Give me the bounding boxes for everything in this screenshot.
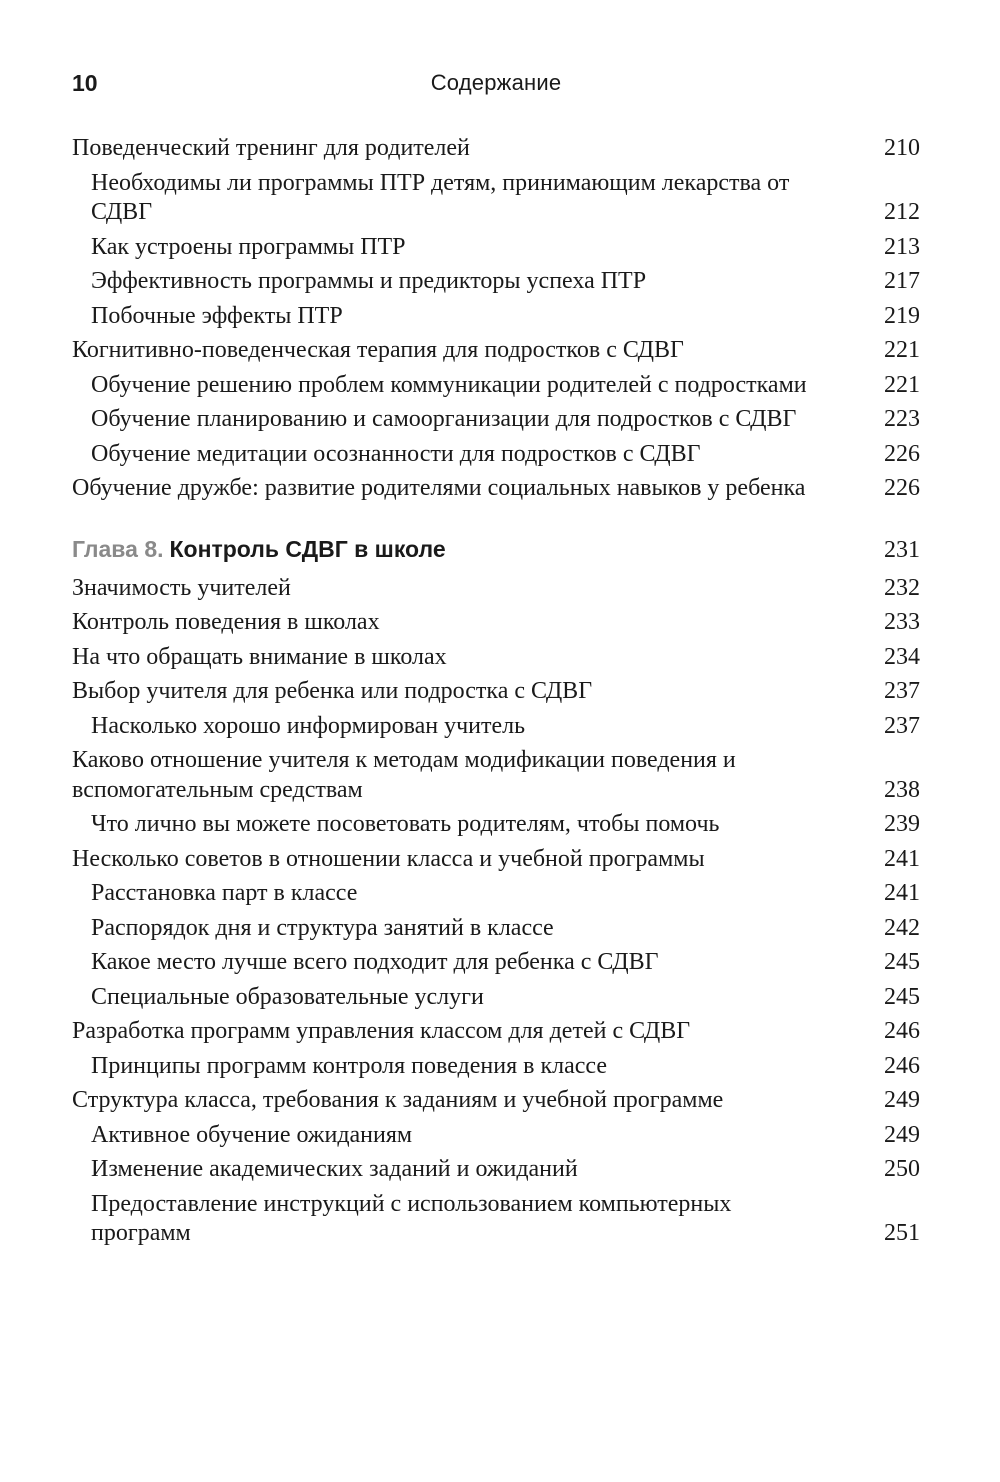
toc-entry	[72, 946, 920, 981]
toc-entry-title: Эффективность программы и предикторы успеха ПТР	[91, 268, 647, 294]
toc-entry	[72, 403, 920, 438]
chapter-heading	[72, 533, 920, 566]
toc-entry-page: 241	[884, 845, 920, 872]
toc-entry	[72, 912, 920, 947]
toc-entry	[72, 1050, 920, 1085]
toc-entry-title: Выбор учителя для ребенка или подростка с СДВГ	[72, 678, 593, 704]
toc-entry-page: 249	[884, 1121, 920, 1148]
toc-entry-title: Насколько хорошо информирован учитель	[91, 712, 526, 739]
toc-entry-title: Каково отношение учителя к методам модификации поведения и вспомогательным средствам	[72, 747, 736, 803]
toc-entry-page: 246	[884, 1052, 920, 1079]
toc-entry	[72, 1084, 920, 1119]
toc-entry-title: Значимость учителей	[72, 574, 291, 601]
toc-entry-title: Обучение решению проблем коммуникации родителей с подростками	[91, 371, 807, 398]
toc-entry	[72, 1119, 920, 1154]
toc-entry-page: 250	[884, 1156, 920, 1182]
toc-entry-title: Специальные образовательные услуги	[91, 983, 484, 1010]
page-number: 10	[72, 70, 98, 96]
toc-entry-title: На что обращать внимание в школах	[72, 643, 447, 670]
toc-entry-page: 219	[884, 302, 920, 329]
toc-entry-page: 223	[884, 406, 920, 432]
toc-entry-title: Изменение академических заданий и ожиданий	[91, 1156, 578, 1182]
toc-entry-title: Поведенческий тренинг для родителей	[72, 135, 470, 161]
toc-entry-page: 245	[884, 983, 920, 1010]
chapter-page: 231	[884, 536, 920, 563]
toc-entry-page: 237	[884, 712, 920, 739]
toc-entry-page: 226	[884, 475, 920, 501]
toc-entry-page: 226	[884, 440, 920, 467]
toc-entry	[72, 1153, 920, 1188]
running-title: Содержание	[430, 70, 562, 95]
toc-entry-page: 251	[884, 1220, 920, 1246]
table-of-contents	[72, 132, 920, 1252]
toc-entry-title: Активное обучение ожиданиям	[91, 1121, 413, 1148]
toc-entry-page: 213	[884, 233, 920, 260]
toc-entry-title: Распорядок дня и структура занятий в классе	[91, 914, 554, 941]
page-header	[72, 64, 920, 104]
toc-entry-title: Предоставление инструкций с использованием компьютерных программ	[91, 1190, 732, 1246]
chapter-title: Контроль СДВГ в школе	[169, 535, 446, 562]
toc-entry	[72, 300, 920, 335]
toc-entry	[72, 877, 920, 912]
toc-entry-page: 221	[884, 337, 920, 363]
toc-entry-page: 237	[884, 678, 920, 704]
toc-entry	[72, 231, 920, 266]
toc-entry-title: Обучение медитации осознанности для подростков с СДВГ	[91, 440, 701, 467]
toc-entry	[72, 606, 920, 641]
toc-entry	[72, 675, 920, 710]
toc-entry-title: Как устроены программы ПТР	[91, 233, 406, 260]
toc-entry-title: Несколько советов в отношении класса и учебной программы	[72, 845, 705, 872]
toc-entry-page: 221	[884, 371, 920, 398]
toc-entry-page: 232	[884, 574, 920, 601]
toc-entry	[72, 265, 920, 300]
toc-entry-title: Принципы программ контроля поведения в классе	[91, 1052, 607, 1079]
toc-entry-page: 234	[884, 643, 920, 670]
toc-entry	[72, 843, 920, 878]
toc-entry-title: Структура класса, требования к заданиям и учебной программе	[72, 1087, 724, 1113]
toc-entry-page: 238	[884, 776, 920, 803]
toc-entry-page: 242	[884, 914, 920, 941]
toc-entry-page: 233	[884, 609, 920, 635]
toc-entry-page: 249	[884, 1087, 920, 1113]
chapter-label: Глава 8.	[72, 535, 164, 562]
toc-entry	[72, 808, 920, 843]
toc-entry	[72, 438, 920, 473]
toc-entry	[72, 334, 920, 369]
toc-entry	[72, 744, 920, 808]
toc-entry	[72, 981, 920, 1016]
toc-entry-title: Разработка программ управления классом для детей с СДВГ	[72, 1018, 691, 1044]
toc-entry-title: Побочные эффекты ПТР	[91, 302, 343, 329]
toc-entry-title: Контроль поведения в школах	[72, 609, 380, 635]
toc-entry-title: Расстановка парт в классе	[91, 880, 358, 906]
toc-entry	[72, 641, 920, 676]
toc-entry-page: 239	[884, 811, 920, 837]
toc-entry-title: Что лично вы можете посоветовать родителям, чтобы помочь	[91, 811, 720, 837]
toc-entry-title: Обучение планированию и самоорганизации для подростков с СДВГ	[91, 406, 797, 432]
toc-entry-title: Обучение дружбе: развитие родителями социальных навыков у ребенка	[72, 475, 806, 501]
toc-entry	[72, 1188, 920, 1252]
toc-entry-page: 246	[884, 1018, 920, 1044]
toc-entry	[72, 1015, 920, 1050]
toc-entry	[72, 572, 920, 607]
toc-entry-page: 241	[884, 880, 920, 906]
toc-entry-page: 245	[884, 949, 920, 975]
toc-entry-page: 217	[884, 268, 920, 294]
toc-entry-title: Какое место лучше всего подходит для ребенка с СДВГ	[91, 949, 659, 975]
toc-entry	[72, 132, 920, 167]
toc-entry	[72, 710, 920, 745]
toc-entry-title: Необходимы ли программы ПТР детям, принимающим лекарства от СДВГ	[91, 169, 790, 225]
toc-entry	[72, 369, 920, 404]
toc-entry-title: Когнитивно-поведенческая терапия для подростков с СДВГ	[72, 337, 684, 363]
toc-entry-page: 210	[884, 135, 920, 161]
toc-entry-page: 212	[884, 199, 920, 225]
toc-entry	[72, 472, 920, 507]
toc-entry	[72, 167, 920, 231]
